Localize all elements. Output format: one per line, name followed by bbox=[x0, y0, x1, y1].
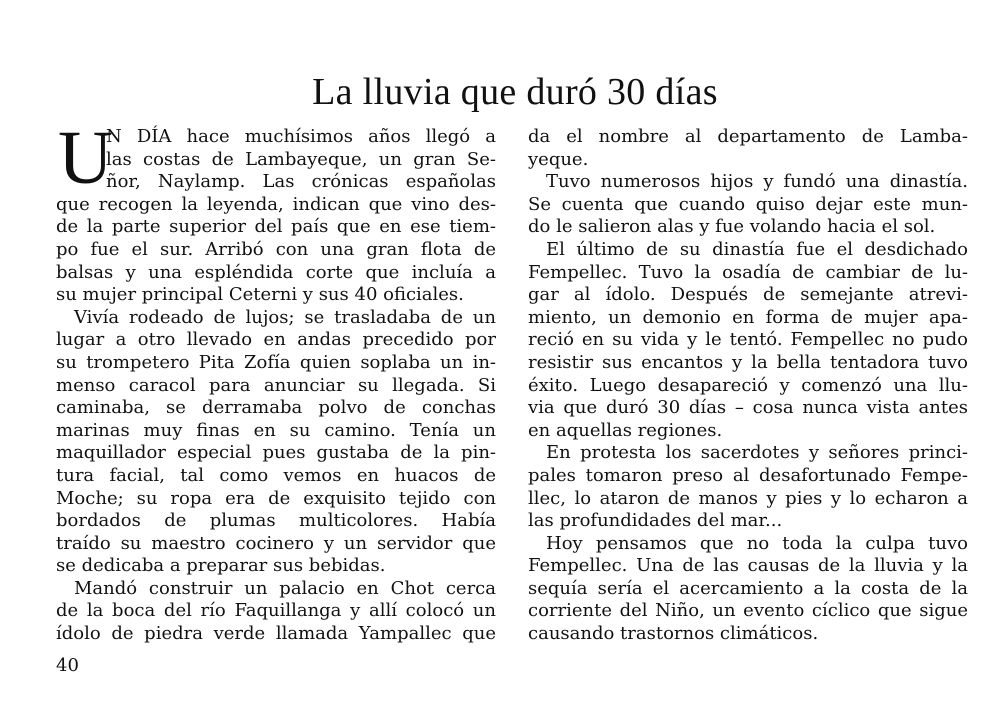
text-line: marinas muy finas en su camino. Tenía un bbox=[56, 419, 496, 441]
text-line: maquillador especial pues gustaba de la pin- bbox=[56, 442, 496, 464]
text-line: balsas y una espléndida corte que incluía a bbox=[56, 261, 496, 283]
text-line: ñor, Naylamp. Las crónicas españolas bbox=[106, 171, 496, 193]
left-column bbox=[56, 116, 496, 646]
text-line: en aquellas regiones. bbox=[528, 419, 723, 441]
page-title: La lluvia que duró 30 días bbox=[312, 71, 718, 113]
text-line: N DÍA hace muchísimos años llegó a bbox=[106, 126, 496, 147]
text-line: miento, un demonio en forma de mujer apa- bbox=[528, 306, 968, 328]
text-line: po fue el sur. Arribó con una gran flota de bbox=[56, 238, 496, 260]
text-line: de la parte superior del país que en ese tiem- bbox=[56, 216, 496, 238]
text-line: Tuvo numerosos hijos y fundó una dinastía. bbox=[546, 171, 968, 193]
text-line: ídolo de piedra verde llamada Yampallec que bbox=[56, 623, 496, 645]
page-number: 40 bbox=[56, 655, 79, 676]
text-line: éxito. Luego desapareció y comenzó una llu- bbox=[528, 374, 968, 396]
text-line: las costas de Lambayeque, un gran Se- bbox=[106, 148, 496, 170]
text-line: do le salieron alas y fue volando hacia el sol. bbox=[528, 216, 936, 238]
text-line: Moche; su ropa era de exquisito tejido con bbox=[56, 487, 496, 509]
text-line: que recogen la leyenda, indican que vino des- bbox=[56, 193, 496, 215]
text-line: su trompetero Pita Zofía quien soplaba un in- bbox=[56, 351, 496, 373]
text-line: bordados de plumas multicolores. Había bbox=[56, 510, 496, 532]
text-line: traído su maestro cocinero y un servidor que bbox=[56, 532, 496, 554]
text-line: Mandó construir un palacio en Chot cerca bbox=[74, 577, 496, 599]
text-line: Fempellec. Tuvo la osadía de cambiar de lu- bbox=[528, 261, 968, 283]
text-line: corriente del Niño, un evento cíclico que sigue bbox=[528, 600, 968, 622]
text-line: yeque. bbox=[528, 148, 589, 170]
text-line: de la boca del río Faquillanga y allí colocó un bbox=[56, 600, 496, 622]
text-line: las profundidades del mar... bbox=[528, 510, 783, 532]
text-line: caminaba, se derramaba polvo de conchas bbox=[56, 397, 496, 419]
text-line: Hoy pensamos que no toda la culpa tuvo bbox=[546, 532, 968, 554]
text-line: Fempellec. Una de las causas de la lluvia y la bbox=[528, 555, 968, 577]
text-line: Se cuenta que cuando quiso dejar este mun- bbox=[528, 193, 968, 215]
text-line: su mujer principal Ceterni y sus 40 oficiales. bbox=[56, 284, 464, 306]
text-line: En protesta los sacerdotes y señores princi- bbox=[546, 442, 968, 464]
text-line: menso caracol para anunciar su llegada. Si bbox=[56, 374, 496, 396]
text-line: via que duró 30 días – cosa nunca vista antes bbox=[528, 397, 968, 419]
text-line: da el nombre al departamento de Lamba- bbox=[528, 126, 968, 147]
text-line: se dedicaba a preparar sus bebidas. bbox=[56, 555, 386, 577]
text-line: gar al ídolo. Después de semejante atrevi- bbox=[528, 284, 968, 306]
text-line: tura facial, tal como vemos en huacos de bbox=[56, 464, 496, 486]
text-line: El último de su dinastía fue el desdichado bbox=[546, 238, 968, 260]
right-column bbox=[528, 126, 968, 646]
text-line: sequía sería el acercamiento a la costa de la bbox=[528, 577, 968, 599]
text-line: causando trastornos climáticos. bbox=[528, 623, 819, 645]
text-line: resistir sus encantos y la bella tentadora tuvo bbox=[528, 351, 968, 373]
text-line: pales tomaron preso al desafortunado Fempe- bbox=[528, 464, 968, 486]
text-line: reció en su vida y le tentó. Fempellec no pudo bbox=[528, 329, 968, 351]
drop-cap: U bbox=[58, 116, 113, 200]
text-line: Vivía rodeado de lujos; se trasladaba de un bbox=[74, 306, 496, 328]
text-line: llec, lo ataron de manos y pies y lo echaron a bbox=[528, 487, 968, 509]
text-line: lugar a otro llevado en andas precedido por bbox=[56, 329, 496, 351]
